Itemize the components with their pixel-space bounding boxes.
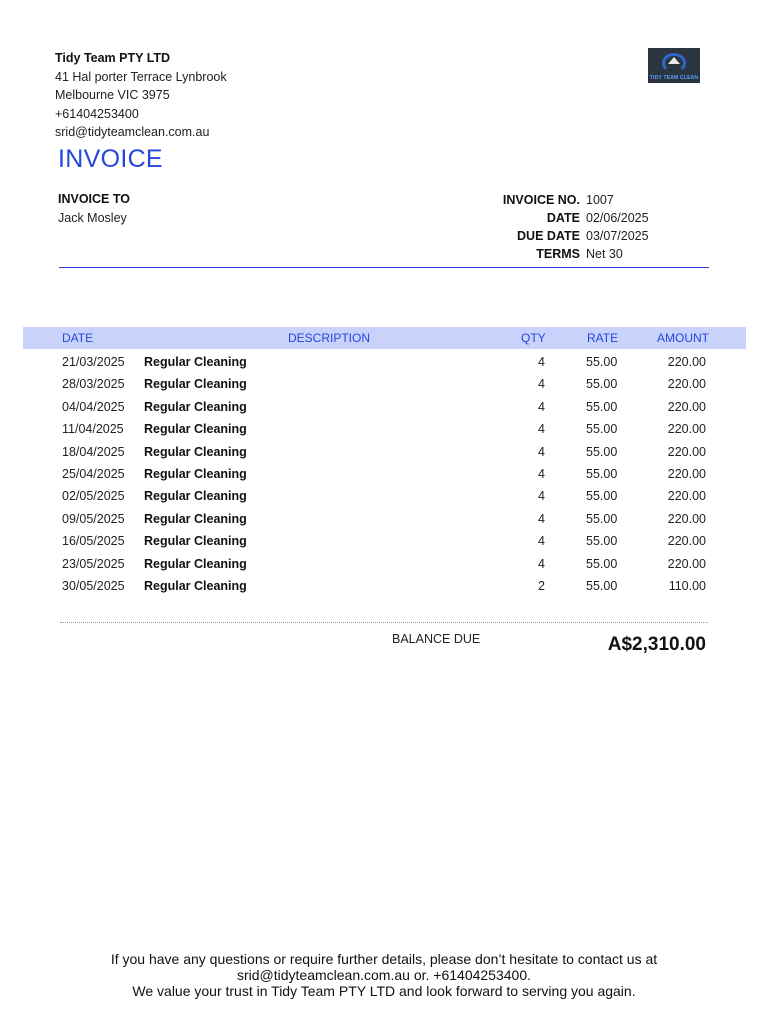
invoice-date-label: DATE [546,211,580,225]
table-row [0,445,768,467]
company-address-line2: Melbourne VIC 3975 [55,88,170,102]
row-description: Regular Cleaning [144,377,247,391]
row-amount: 220.00 [667,422,706,436]
header-rate: RATE [587,331,619,345]
row-rate: 55.00 [586,579,618,593]
row-date: 18/04/2025 [62,445,125,459]
row-amount: 220.00 [667,355,706,369]
row-amount: 220.00 [667,489,706,503]
row-date: 09/05/2025 [62,512,125,526]
table-row [0,377,768,399]
row-qty: 4 [538,512,545,526]
table-row [0,422,768,444]
row-date: 11/04/2025 [62,422,124,436]
row-rate: 55.00 [586,422,618,436]
row-rate: 55.00 [586,489,618,503]
row-description: Regular Cleaning [144,355,247,369]
balance-due-value: A$2,310.00 [607,634,706,655]
due-date-label: DUE DATE [517,229,580,243]
totals-divider [60,622,708,623]
header-description: DESCRIPTION [288,331,371,345]
invoice-number-label: INVOICE NO. [502,193,580,207]
table-row [0,489,768,511]
table-row [0,512,768,534]
invoice-date-value: 02/06/2025 [586,211,649,225]
row-qty: 2 [538,579,545,593]
row-qty: 4 [538,557,545,571]
row-amount: 220.00 [667,534,706,548]
row-amount: 220.00 [667,377,706,391]
row-qty: 4 [538,377,545,391]
row-amount: 220.00 [667,400,706,414]
row-qty: 4 [538,489,545,503]
row-rate: 55.00 [586,377,618,391]
table-row [0,579,768,601]
row-amount: 220.00 [667,467,706,481]
row-qty: 4 [538,422,545,436]
row-description: Regular Cleaning [144,579,247,593]
company-logo [648,48,700,83]
row-date: 16/05/2025 [62,534,125,548]
row-date: 28/03/2025 [62,377,125,391]
invoice-title: INVOICE [58,145,163,173]
row-rate: 55.00 [586,445,618,459]
row-rate: 55.00 [586,512,618,526]
row-qty: 4 [538,534,545,548]
company-email: srid@tidyteamclean.com.au [55,125,210,139]
table-row [0,467,768,489]
row-rate: 55.00 [586,534,618,548]
row-date: 25/04/2025 [62,467,125,481]
header-date: DATE [62,331,94,345]
invoice-meta-labels [503,191,580,263]
header-amount: AMOUNT [657,331,709,345]
row-qty: 4 [538,445,545,459]
table-row [0,557,768,579]
row-description: Regular Cleaning [144,534,247,548]
row-date: 02/05/2025 [62,489,125,503]
bill-to-label: INVOICE TO [58,192,131,206]
header-qty: QTY [521,331,546,345]
row-amount: 220.00 [667,557,706,571]
company-address-line1: 41 Hal porter Terrace Lynbrook [55,69,227,84]
company-name: Tidy Team PTY LTD [55,51,171,65]
logo-text: TIDY TEAM CLEAN [649,75,699,81]
row-amount: 220.00 [667,445,706,459]
row-date: 21/03/2025 [62,355,125,369]
due-date-value: 03/07/2025 [586,229,649,243]
row-rate: 55.00 [586,467,618,481]
row-description: Regular Cleaning [144,512,247,526]
table-row [0,400,768,422]
row-date: 23/05/2025 [62,557,125,571]
row-description: Regular Cleaning [144,557,247,571]
row-description: Regular Cleaning [144,400,247,414]
row-qty: 4 [538,400,545,414]
terms-value: Net 30 [586,247,623,261]
company-phone: +61404253400 [55,106,139,121]
balance-due-label: BALANCE DUE [392,632,481,646]
row-rate: 55.00 [586,557,618,571]
row-rate: 55.00 [586,355,618,369]
row-date: 04/04/2025 [62,400,125,414]
table-row [0,534,768,556]
row-description: Regular Cleaning [144,445,247,459]
header-divider [59,267,709,268]
footer-note [0,951,768,999]
row-description: Regular Cleaning [144,422,247,436]
invoice-number-value: 1007 [586,193,614,207]
row-rate: 55.00 [586,400,618,414]
terms-label: TERMS [536,247,580,261]
footer-line2: srid@tidyteamclean.com.au or. +61404253400. [236,967,531,983]
row-qty: 4 [538,467,545,481]
row-amount: 220.00 [667,512,706,526]
invoice-meta-values [586,191,649,263]
bill-to-name: Jack Mosley [58,211,127,225]
company-info [55,49,227,142]
row-description: Regular Cleaning [144,489,247,503]
house-icon [668,57,680,64]
row-date: 30/05/2025 [62,579,125,593]
row-amount: 110.00 [668,579,706,593]
footer-line1: If you have any questions or require further details, please don’t hesitate to contact us at [110,951,658,967]
row-description: Regular Cleaning [144,467,247,481]
footer-line3: We value your trust in Tidy Team PTY LTD and look forward to serving you again. [132,983,636,999]
table-row [0,355,768,377]
row-qty: 4 [538,355,545,369]
table-header [23,327,746,349]
